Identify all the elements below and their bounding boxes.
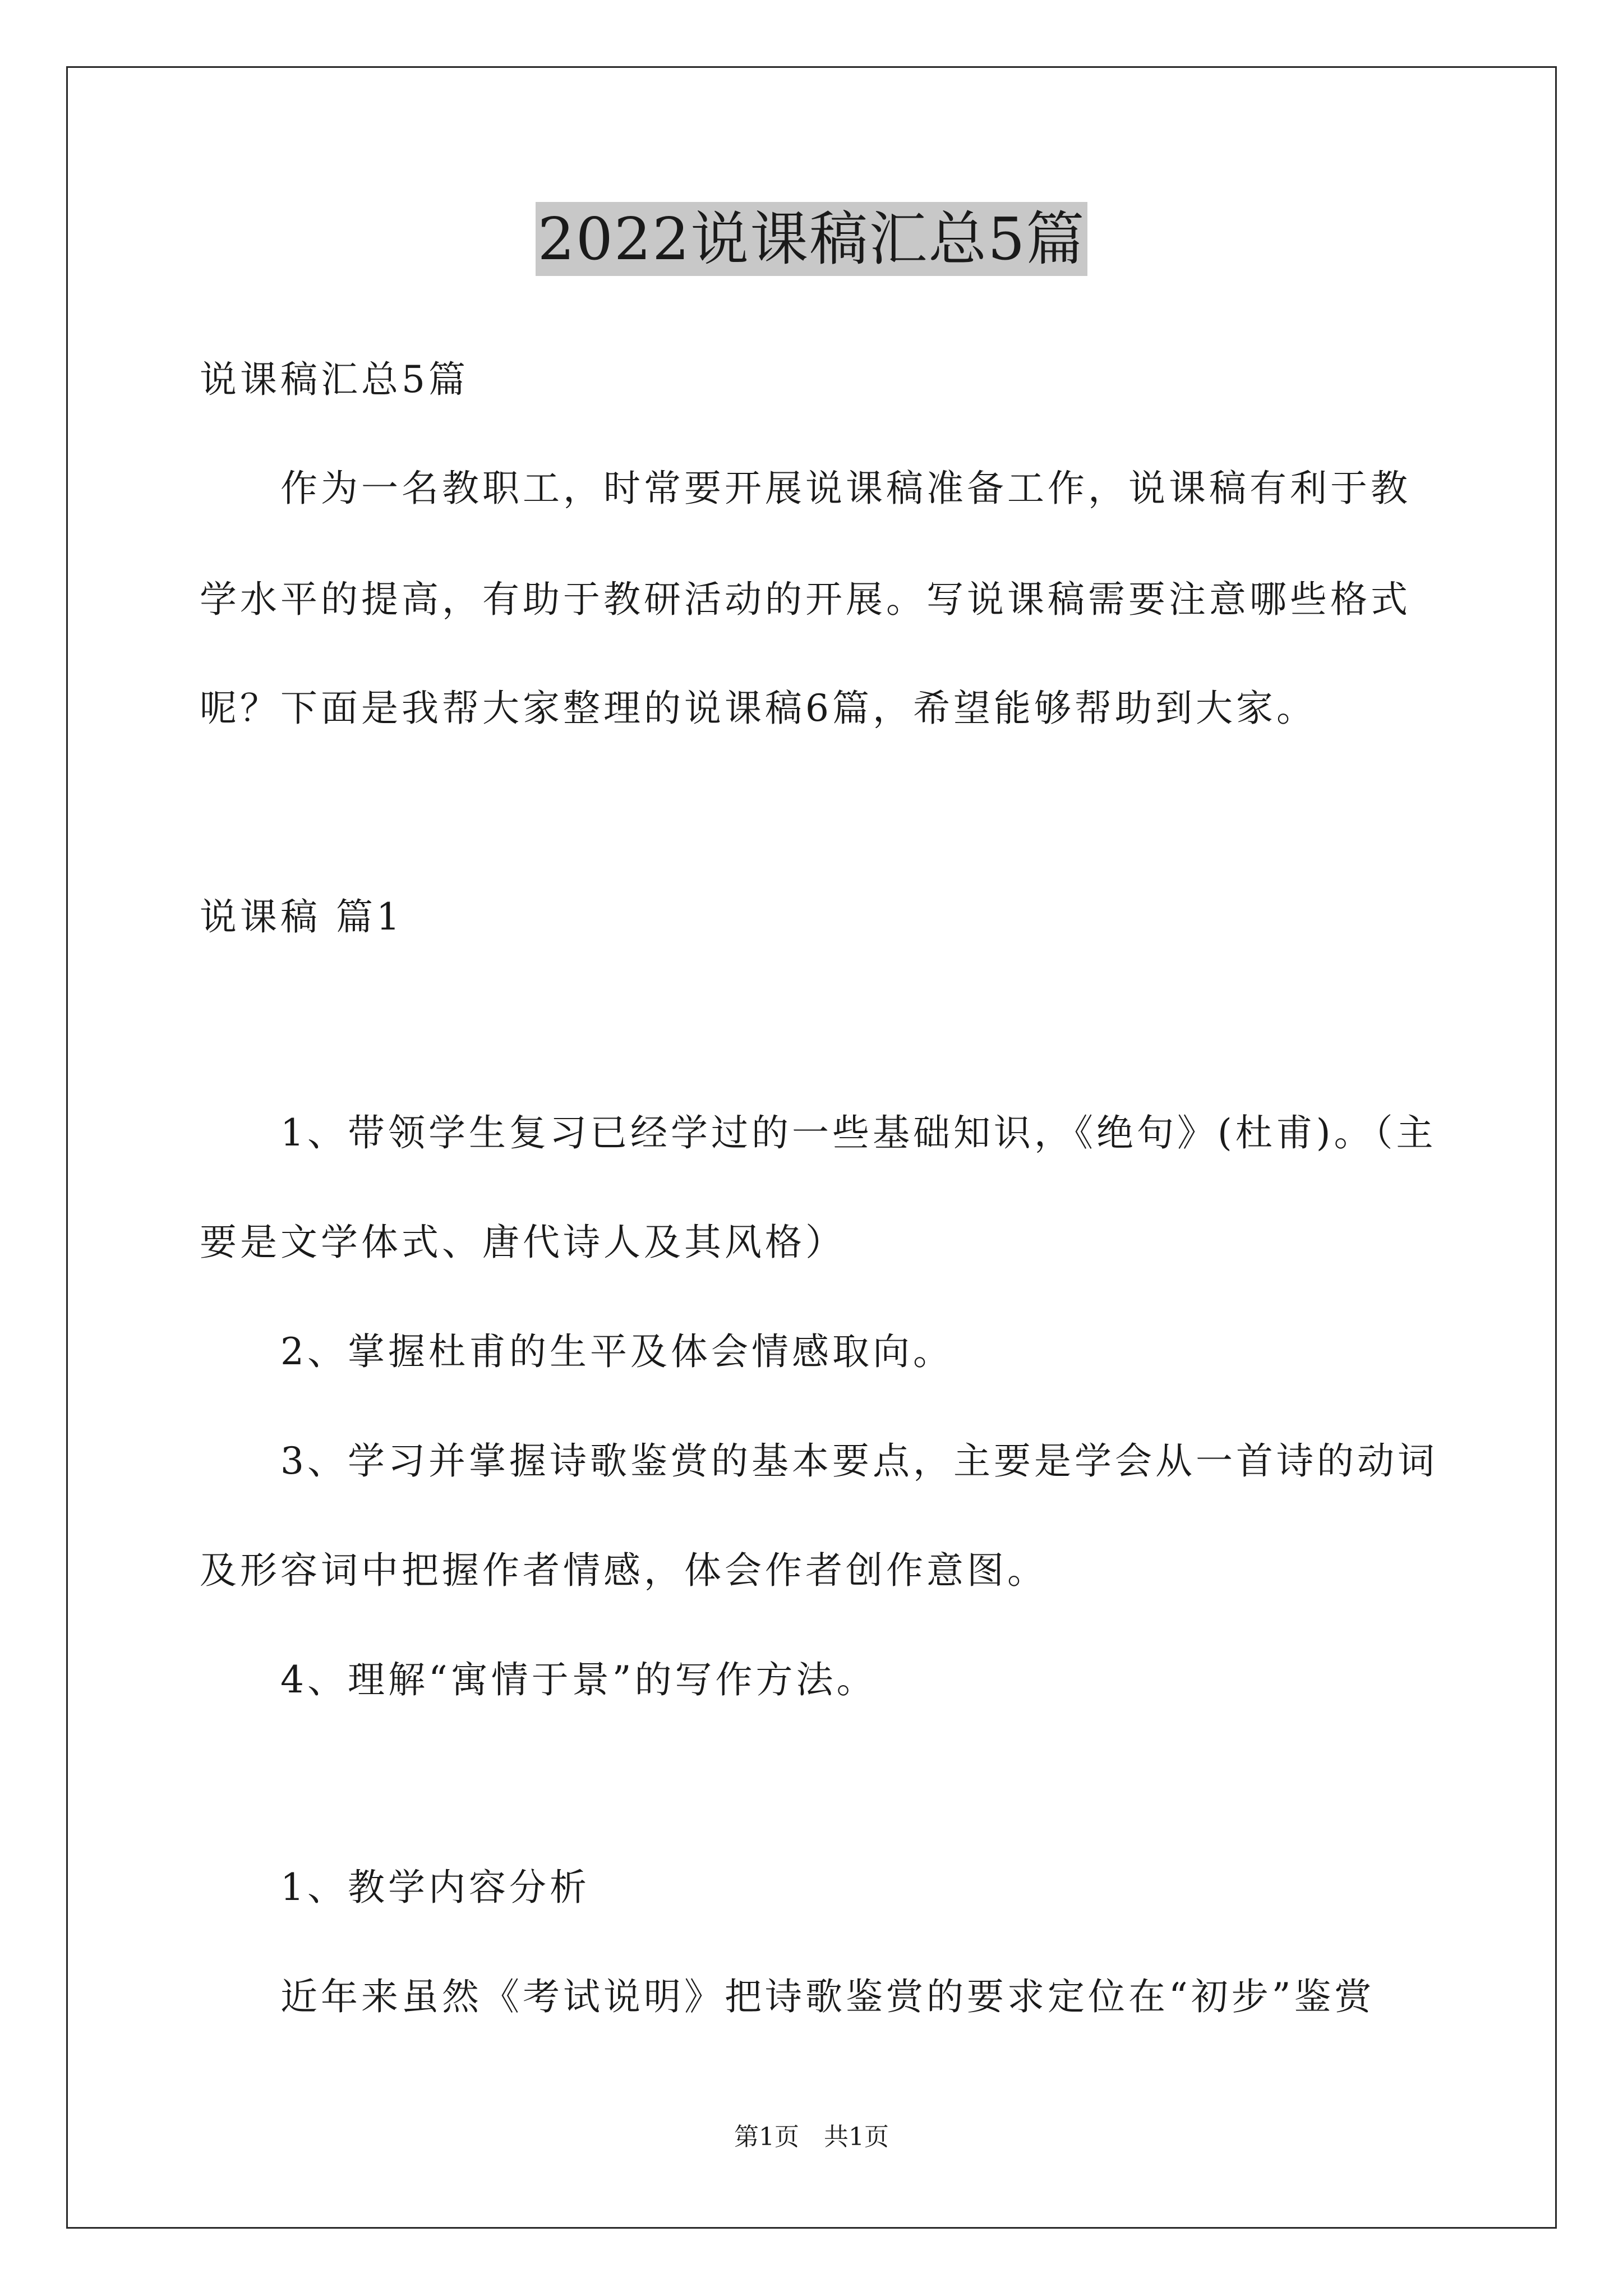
intro-line-2: 学水平的提高，有助于教研活动的开展。写说课稿需要注意哪些格式 — [200, 578, 1411, 621]
document-title: 2022说课稿汇总5篇 — [536, 202, 1088, 276]
objective-line-5: 及形容词中把握作者情感，体会作者创作意图。 — [200, 1549, 1048, 1592]
analysis-heading: 1、教学内容分析 — [280, 1866, 590, 1909]
document-subtitle: 说课稿汇总5篇 — [200, 358, 469, 401]
objective-line-4: 3、学习并掌握诗歌鉴赏的基本要点，主要是学会从一首诗的动词 — [280, 1439, 1438, 1483]
intro-line-1: 作为一名教职工，时常要开展说课稿准备工作，说课稿有利于教 — [280, 467, 1411, 510]
objective-line-1: 1、带领学生复习已经学过的一些基础知识，《绝句》(杜甫)。（主 — [280, 1111, 1437, 1154]
analysis-line: 近年来虽然《考试说明》把诗歌鉴赏的要求定位在“初步”鉴赏 — [280, 1975, 1375, 2018]
title-container — [0, 202, 1623, 276]
section-heading: 说课稿 篇1 — [200, 895, 403, 938]
objective-line-6: 4、理解“寓情于景”的写作方法。 — [280, 1658, 877, 1701]
page-footer: 第1页 共1页 — [734, 2123, 889, 2151]
objective-line-2: 要是文学体式、唐代诗人及其风格） — [200, 1221, 846, 1264]
objective-line-3: 2、掌握杜甫的生平及体会情感取向。 — [280, 1330, 953, 1373]
intro-line-3: 呢？下面是我帮大家整理的说课稿6篇，希望能够帮助到大家。 — [200, 687, 1317, 730]
